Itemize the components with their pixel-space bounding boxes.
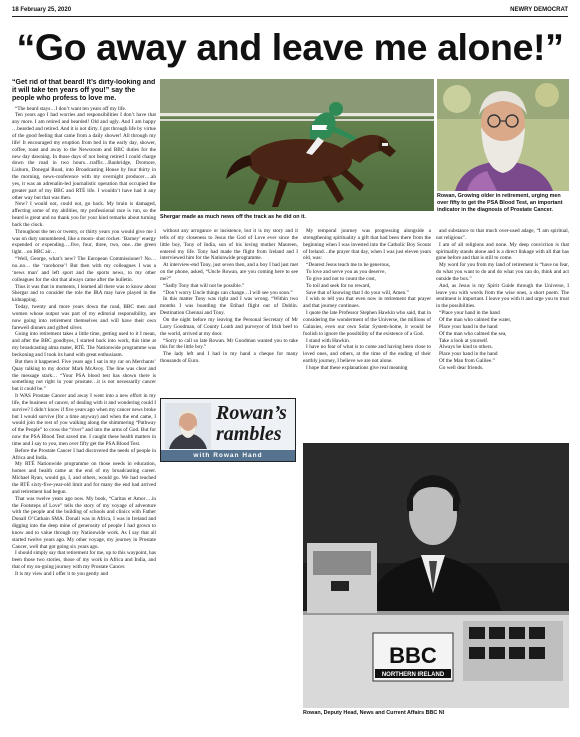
poem-line: “Place your hand in the hand — [439, 310, 500, 317]
paragraph: Before the Prostate Cancer I had discovered the needs of people in Africa and India. — [12, 447, 156, 461]
headline: “Go away and leave me alone!” — [16, 26, 564, 68]
poem-line: Of the Man from Galilee.” — [439, 358, 495, 365]
paragraph: On the night before my leaving the Personal Secretary of Mr Larry Goodman, of County Louth and purveyor of Irish beef to the world, arrived at my door. — [160, 316, 298, 337]
rowan-portrait-photo — [437, 79, 569, 191]
article-column-1 — [12, 79, 156, 729]
shergar-racing-photo — [160, 79, 434, 211]
rowans-rambles-column-logo — [160, 398, 296, 462]
paragraph: “The beard stays…I don’t want ten years off my life. — [15, 105, 127, 112]
paragraph: “Don’t worry Uncle things can change…I will see you soon.” — [163, 289, 293, 296]
intro-paragraph: “Get rid of that beard! It’s dirty-looking and it will take ten years off you!” say the people who profess to love me. — [12, 79, 156, 103]
article-column-3 — [303, 228, 431, 438]
paragraph: Now? I would not, could not, go back. My brain is damaged, affecting some of my abilities, my professional race is run, so the beard is great and no thank you for your kind remarks about turning back the clock. — [12, 201, 156, 228]
paragraph: Going into retirement takes a little time, getting used to it I mean, and after the BBC goodbyes, I started back into work, this time at my broadcasting alma mater, RTÉ. The Nationwide programme was beckoning and I took its hand with great enthusiasm. — [12, 331, 156, 358]
paragraph: My word for you from my land of retirement is “have no fear, do what you want to do and do what you can do, think and act outside the box.” — [436, 262, 569, 282]
paragraph: My RTÉ Nationwide programme on those needs in education, homes and health came at the end of my broadcasting career. Michael Ryan, would go, I, and others, would go. We had reached the RTÉ sixty-five-year-old limit and for many the end had arrived and retirement had begun. — [12, 461, 156, 495]
paragraph: I hope that these explanations give real meaning — [306, 364, 408, 371]
paragraph: I stand with Hawkin. — [306, 337, 351, 344]
paragraph: I quote the late Professor Stephen Hawkin who said, that in considering the wonderment of the Universe, the millions of Galaxies, even our own Solar System-home, it would be foolish to ignore the possibility of the existence of a God. — [303, 310, 431, 337]
paragraph: At interview-end Tony, just seven then, and a boy I had just met on the phone, asked, “Uncle Rowan, are you coming here to see me?” — [160, 262, 298, 282]
page-date: 18 February 25, 2020 — [12, 7, 72, 13]
paragraph: without any arrogance or insistence, but it is my story and it tells of my closeness to Jesus the God of Love ever since the little boy, Tony of India, son of his loving mother Maureen, entered my life. Tony had made the flight from Ireland and I interviewed him for the Nationwide programme. — [160, 228, 298, 262]
poem-line: Of the man who calmed the water, — [439, 316, 512, 323]
racehorse-illustration — [160, 79, 434, 211]
columnist-face-icon — [165, 403, 211, 449]
paragraph: Throughout the ten or twenty, or thirty years you would give me I was on duty unnumbered, like a moon- shot rocket. ‘Barney’ energy expended or expending….five, four, three, two, one…the green light…on BBC air… — [12, 228, 156, 256]
poem-line: Place your hand in the hand — [439, 323, 498, 330]
paragraph: I should simply say that retirement for me, up to this waypoint, has been those two stories, those of my work in Africa and India, and that of my on-going journey with my Prostate Cancer. — [12, 550, 156, 571]
bbc-region-text: NORTHERN IRELAND — [381, 672, 445, 678]
paragraph: Ten years ago I had worries and responsibilities I don’t have that any more. I am retired and bearded! Old and ugly. And I am happy …bearded and retired. And it is not dirty. I got through life by virtue of the good feeling that came from a daily shower! All through my life! It encouraged my eruption from bed in the early day, shower, coffee, toast and away to the Newsroom and BBC duties for the new day dawning. In those days of not being retired I could charge down the road in two hours…traffic…Banbridge, Dromore, Lisburn, Donegal Road, into Broadcasting House by four thirty in the morning, news-conference with my overnight producer….ah yes, it was an adrenalin-led journalistic operation that occupied the greater part of my BBC and RTÉ life. I wouldn’t have had it any other way but that was then. — [12, 112, 156, 201]
bearded-man-illustration — [437, 79, 569, 191]
prayer-line: To toil and seek for no reward, — [306, 282, 371, 289]
paragraph: Thus it was that in moments, I learned all there was to know about Shergar and to consider the role the IRA may have played in the kidnapping. — [12, 283, 156, 304]
paragraph: But then it happened. Five years ago I sat in my car on Merchants’ Quay talking to my doctor Mark McAvoy. The line was clear and the message stark… “Your PSA blood test has shown there is something not right in your prostate…it is not necessarily cancer but it could be.” — [12, 358, 156, 393]
paragraph: In this matter Tony was right and I was wrong. “Within two months I was boarding the Etihad flight out of Dublin. Destination Chennai and Tony. — [160, 296, 298, 317]
bbc-studio-photo — [303, 443, 569, 708]
studio-photo-caption: Rowan, Deputy Head, News and Current Affairs BBC NI — [303, 710, 445, 716]
paragraph: I wish to tell you that even now in retirement that prayer and that journey continues. — [303, 296, 431, 310]
paragraph: “Sadly Tony that will not be possible.” — [163, 282, 245, 289]
article-column-4 — [436, 228, 569, 428]
paragraph: “Sorry to call so late Rowan. Mr Goodman wanted you to take this for the little boy.” — [160, 337, 298, 351]
columnist-portrait — [165, 403, 211, 449]
column-byline: with Rowan Hand — [161, 450, 295, 461]
paragraph: That was twelve years ago now. My book, “Caritas et Amor….in the Footsteps of Love” tells the story of my voyage of adventure with the people and the building of schools and clinics with Father Donall O’Cathain SMA. Donall was in Africa, I was in Ireland and digging into the deep mine of generosity of people I had grown to know and to value through my Nationwide work. As I say that all started twelve years ago. My other voyage, my journey in Prostate Cancer, well that got going six years ago. — [12, 495, 156, 550]
paragraph: I have no fear of what is to come and having been close to loved ones, and others, at the time of the ending of their earthly journey, I believe we are not alone. — [303, 344, 431, 365]
prayer-line: To give and not to count the cost, — [306, 275, 376, 282]
prayer-line: Save that of knowing that I do your will, Amen.” — [306, 289, 409, 296]
poem-line: Of the man who calmed the sea, — [439, 330, 507, 337]
paragraph: I am of all religions and none. My deep conviction is that spirituality stands alone and is a direct linkage with all that has gone before and that is still to come. — [436, 241, 569, 262]
paper-name: NEWRY DEMOCRAT — [510, 7, 568, 13]
poem-line: Take a look at yourself. — [439, 337, 489, 344]
article-column-2 — [160, 228, 298, 728]
rowan-photo-caption: Rowan, Growing older in retirement, urging men over fifty to get the PSA Blood Test, an important indicator in the diagnosis of Prostate Cancer. — [437, 193, 563, 213]
studio-desk-illustration — [303, 443, 569, 708]
poem-line: Always be kind to others. — [439, 344, 493, 351]
paragraph: The lady left and I had in my hand a cheque for many thousands of Euro. — [160, 351, 298, 365]
paragraph: Go well dear friends. — [439, 364, 484, 371]
paragraph: My temporal journey was progressing alongside a strengthening spirituality a gift that had been there from the beginning when I was invested into the Catholic Boy Scouts of Ireland…the prayer that day, when I was just eleven years old, was: — [303, 228, 431, 262]
paragraph: “Well, George, what’s new? The European Commissioner? No…no..no… the ‘racehorse’! But then with my colleagues I was a ‘news man’ and left sport and the sports news, to my other colleagues for the slot that always came after the bulletin. — [12, 256, 156, 283]
horse-photo-caption: Shergar made as much news off the track as he did on it. — [160, 214, 306, 220]
paragraph: And, as Jesus is my Spirit Guide through the Universe, I leave you with words from the wise ones, a short poem. The sentiment is important. I leave you with it and urge you to trust in the possibilities. — [436, 282, 569, 310]
bbc-logo-text: BBC — [389, 643, 437, 668]
column-title: Rowan’s rambles — [216, 402, 287, 445]
paragraph: Today, twenty and more years down the road, BBC men and women whose output was part of my editorial responsibility, are now going into retirement themselves and will have their own farewell dinners and gifted silver. — [12, 304, 156, 331]
paragraph: It WAS Prostate Cancer and away I went into a new effort in my life, the business of cancer, of dealing with it and wondering could I survive? I didn’t know if five years ago when my cancer news broke but I would survive (for a time anyway) and when the end came, I would join the rest of you walking along the shimmering “Pathway of the People” to cross the “river” and into the arms of God. But for now the PSA Blood Test saved me. I caught these health matters in time and I say to you, men over fifty get the PSA Blood Test. — [12, 393, 156, 447]
paragraph: It is my view and I offer it to you gently and — [15, 570, 109, 577]
prayer-line: “Dearest Jesus teach me to be generous, — [306, 262, 391, 269]
prayer-line: To love and serve you as you deserve, — [306, 269, 386, 276]
poem-line: Place your hand in the hand — [439, 351, 498, 358]
masthead — [12, 5, 568, 17]
paragraph: and substance to that much over-used adage, “I am spiritual, not religious”. — [436, 228, 569, 241]
